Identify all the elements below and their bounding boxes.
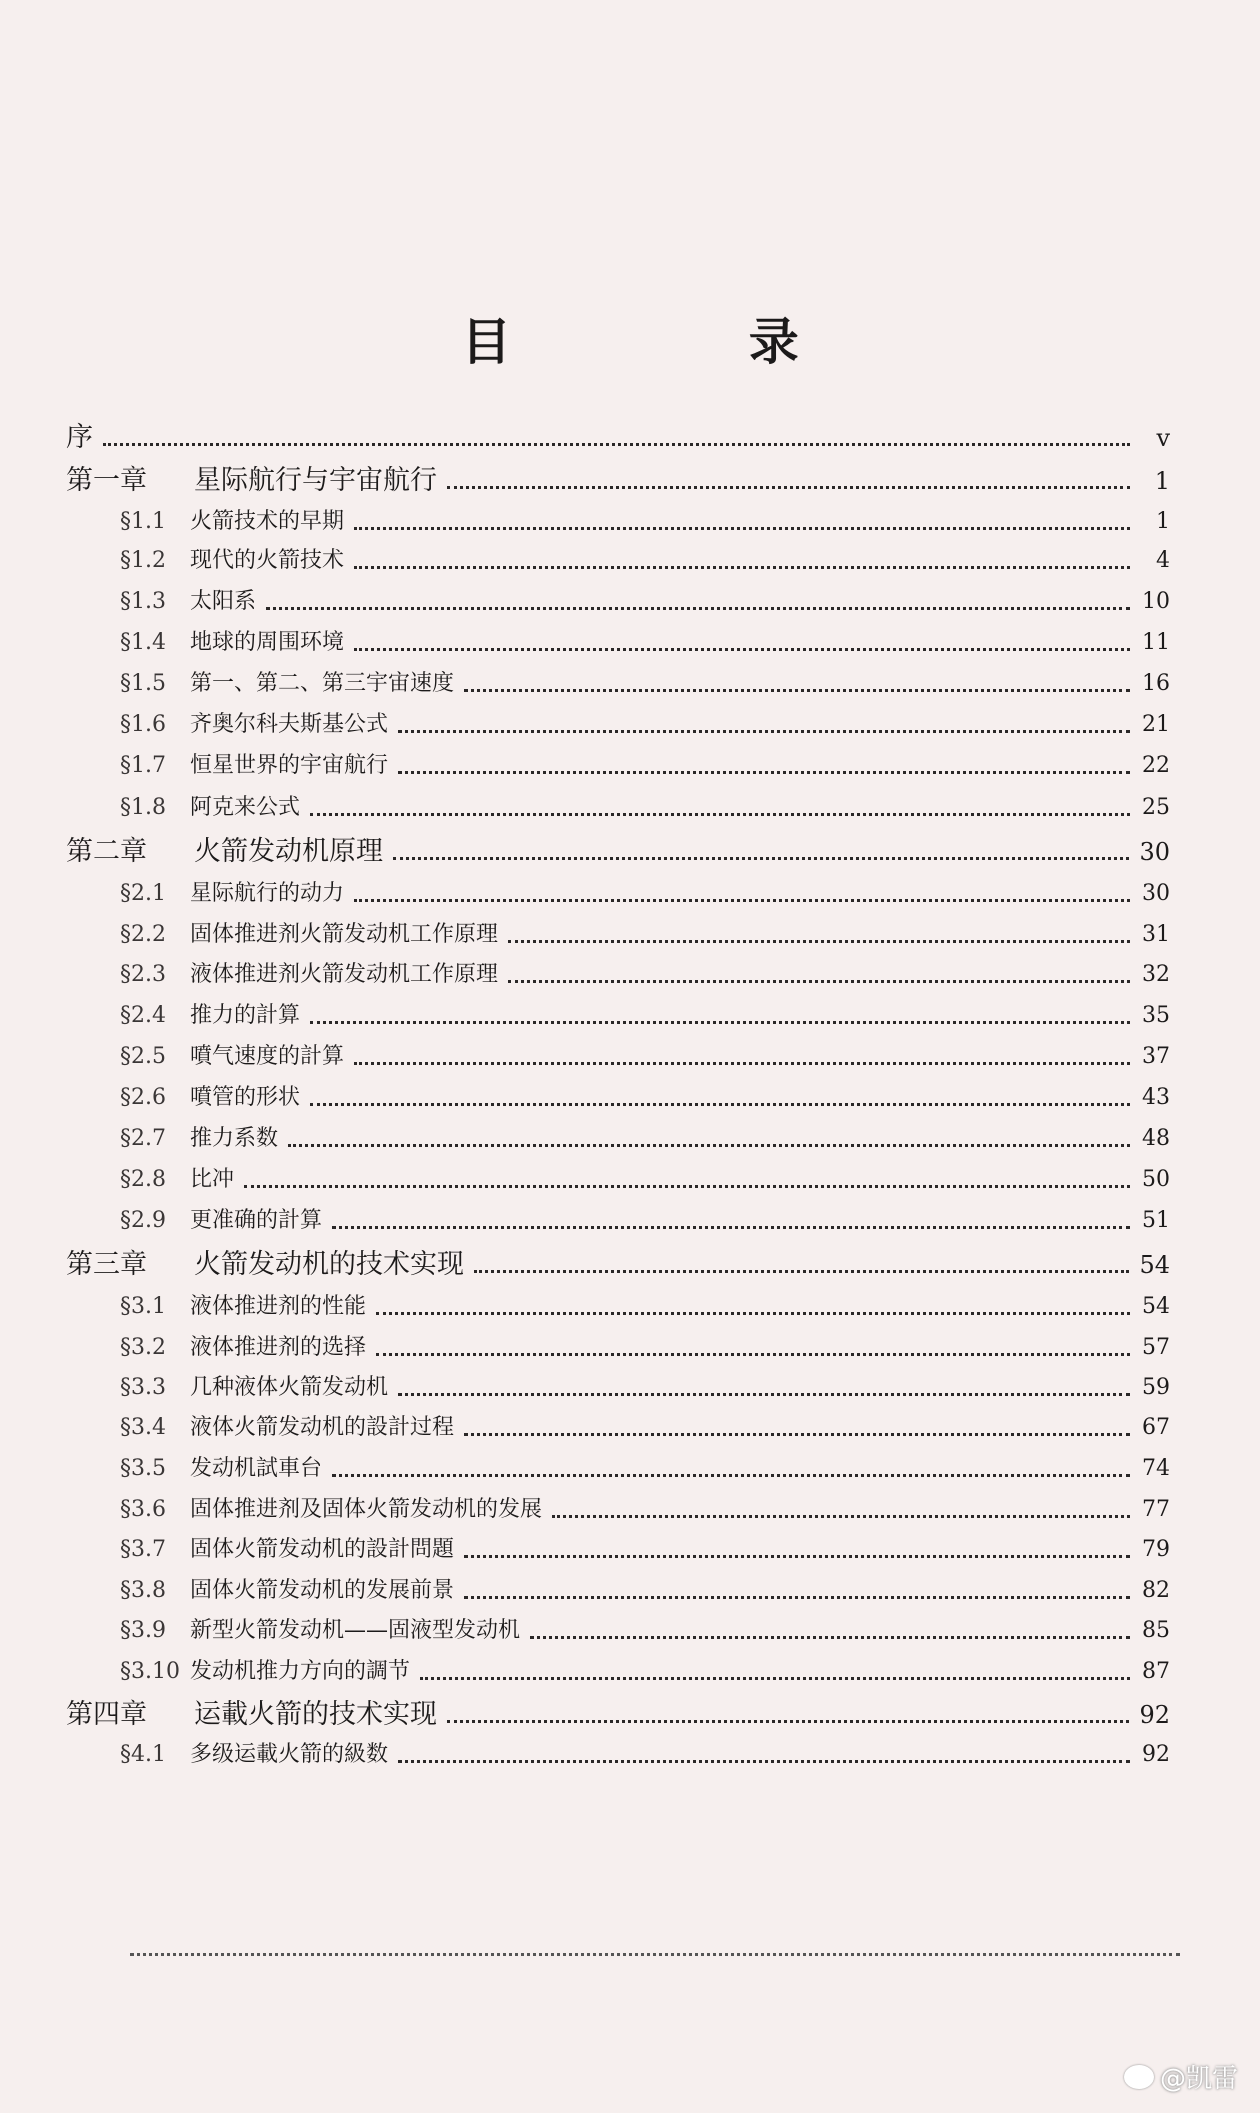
toc-entry-number: §2.4 bbox=[120, 1003, 166, 1028]
toc-entry-number: §1.2 bbox=[120, 548, 166, 573]
toc-entry-title: 液体推进剂的性能 bbox=[190, 1294, 367, 1319]
toc-entry-number: §3.8 bbox=[120, 1578, 166, 1603]
dot-leader bbox=[266, 605, 1130, 610]
toc-entry-title: 齐奥尔科夫斯基公式 bbox=[190, 712, 389, 737]
toc-entry-title: 阿克来公式 bbox=[190, 795, 301, 820]
toc-entry-title: 发动机推力方向的調节 bbox=[190, 1659, 411, 1684]
toc-entry-number: §1.1 bbox=[120, 509, 166, 534]
toc-entry-number: 序 bbox=[66, 422, 93, 453]
dot-leader bbox=[244, 1183, 1130, 1188]
toc-page-number: v bbox=[1156, 424, 1170, 452]
toc-entry-title: 第一、第二、第三宇宙速度 bbox=[190, 671, 455, 696]
page-title: 目 录 bbox=[461, 313, 909, 371]
toc-entry-title: 火箭发动机的技术实现 bbox=[194, 1249, 464, 1280]
toc-section bbox=[120, 1490, 1170, 1530]
toc-section bbox=[120, 1449, 1170, 1489]
toc-section bbox=[120, 1078, 1170, 1118]
toc-entry-title: 液体火箭发动机的設計过程 bbox=[190, 1415, 455, 1440]
toc-section bbox=[120, 502, 1170, 542]
toc-entry-title: 固体火箭发动机的发展前景 bbox=[190, 1578, 455, 1603]
toc-page-number: 10 bbox=[1142, 589, 1170, 614]
dot-leader bbox=[420, 1675, 1130, 1680]
toc-section bbox=[120, 955, 1170, 995]
toc-entry-number: §3.6 bbox=[120, 1497, 166, 1522]
toc-section bbox=[120, 874, 1170, 914]
toc-entry-number: §2.9 bbox=[120, 1208, 166, 1233]
toc-entry-number: §3.2 bbox=[120, 1335, 166, 1360]
toc-section bbox=[120, 1287, 1170, 1327]
toc-entry-number: 第三章 bbox=[66, 1249, 147, 1280]
toc-page-number: 11 bbox=[1142, 630, 1170, 655]
dot-leader bbox=[332, 1472, 1130, 1477]
dot-leader bbox=[552, 1513, 1130, 1518]
toc-section bbox=[120, 582, 1170, 622]
toc-entry-title: 运載火箭的技术实现 bbox=[194, 1699, 437, 1730]
dot-leader bbox=[508, 978, 1130, 983]
watermark-text: @凯雷 bbox=[1159, 2064, 1238, 2094]
toc-entry-number: §3.7 bbox=[120, 1537, 166, 1562]
dot-leader bbox=[464, 687, 1130, 692]
toc-entry-number: §1.6 bbox=[120, 712, 166, 737]
toc-entry-number: §2.3 bbox=[120, 962, 166, 987]
toc-section bbox=[120, 1611, 1170, 1651]
toc-entry-number: §1.8 bbox=[120, 795, 166, 820]
toc-entry-title: 固体火箭发动机的設計問題 bbox=[190, 1537, 455, 1562]
dot-leader bbox=[332, 1224, 1130, 1229]
toc-entry-number: §1.3 bbox=[120, 589, 166, 614]
toc-page-number: 67 bbox=[1142, 1415, 1170, 1440]
dot-leader bbox=[354, 1060, 1130, 1065]
dot-leader bbox=[447, 1718, 1129, 1723]
toc-entry-title: 星际航行的动力 bbox=[190, 881, 345, 906]
toc-page-number: 30 bbox=[1139, 838, 1170, 866]
toc-entry-title: 太阳系 bbox=[190, 589, 257, 614]
toc-entry-title: 比冲 bbox=[190, 1167, 235, 1192]
toc-page-number: 92 bbox=[1139, 1701, 1170, 1729]
toc-page-number: 37 bbox=[1142, 1044, 1170, 1069]
toc-entry-number: §3.9 bbox=[120, 1618, 166, 1643]
toc-page-number: 31 bbox=[1142, 922, 1170, 947]
dot-leader bbox=[508, 938, 1130, 943]
toc-page-number: 22 bbox=[1142, 753, 1170, 778]
toc-section bbox=[120, 746, 1170, 786]
toc-entry-title: 火箭技术的早期 bbox=[190, 509, 345, 534]
toc-section bbox=[120, 664, 1170, 704]
toc-page-number: 1 bbox=[1154, 467, 1170, 495]
toc-section bbox=[120, 1368, 1170, 1408]
watermark bbox=[1124, 2058, 1238, 2095]
toc-page-number: 30 bbox=[1142, 881, 1170, 906]
toc-entry-number: §2.6 bbox=[120, 1085, 166, 1110]
toc-entry-title: 多级运載火箭的級数 bbox=[190, 1742, 389, 1767]
toc-section bbox=[120, 1119, 1170, 1159]
toc-entry-title: 几种液体火箭发动机 bbox=[190, 1375, 389, 1400]
toc-section bbox=[120, 1160, 1170, 1200]
toc-page-number: 32 bbox=[1142, 962, 1170, 987]
scan-artifact-line bbox=[130, 1953, 1180, 1956]
toc-page-number: 43 bbox=[1142, 1085, 1170, 1110]
toc-page-number: 51 bbox=[1142, 1208, 1170, 1233]
dot-leader bbox=[398, 728, 1130, 733]
toc-chapter bbox=[66, 461, 1170, 501]
toc-section bbox=[120, 1571, 1170, 1611]
dot-leader bbox=[464, 1553, 1130, 1558]
dot-leader bbox=[354, 897, 1130, 902]
toc-page-number: 74 bbox=[1142, 1456, 1170, 1481]
toc-chapter bbox=[66, 1245, 1170, 1285]
toc-section bbox=[120, 1037, 1170, 1077]
dot-leader bbox=[393, 855, 1129, 860]
dot-leader bbox=[530, 1634, 1130, 1639]
toc-page-number: 54 bbox=[1139, 1251, 1170, 1279]
toc-section bbox=[120, 1328, 1170, 1368]
toc-entry-title: 推力系数 bbox=[190, 1126, 279, 1151]
toc-chapter bbox=[66, 1695, 1170, 1735]
toc-entry-title: 地球的周围环境 bbox=[190, 630, 345, 655]
toc-entry-number: 第二章 bbox=[66, 836, 147, 867]
toc-page-number: 1 bbox=[1156, 509, 1170, 534]
dot-leader bbox=[398, 769, 1130, 774]
dot-leader bbox=[464, 1594, 1130, 1599]
toc-entry-number: §2.2 bbox=[120, 922, 166, 947]
dot-leader bbox=[103, 441, 1130, 446]
toc-entry-number: §2.1 bbox=[120, 881, 166, 906]
toc-entry-number: §3.3 bbox=[120, 1375, 166, 1400]
dot-leader bbox=[398, 1391, 1130, 1396]
toc-entry-title: 推力的計算 bbox=[190, 1003, 301, 1028]
toc-page-number: 48 bbox=[1142, 1126, 1170, 1151]
toc-section bbox=[120, 1530, 1170, 1570]
toc-page-number: 82 bbox=[1142, 1578, 1170, 1603]
toc-section bbox=[120, 1201, 1170, 1241]
toc-entry-title: 液体推进剂火箭发动机工作原理 bbox=[190, 962, 499, 987]
toc-entry-number: §2.8 bbox=[120, 1167, 166, 1192]
dot-leader bbox=[354, 525, 1130, 530]
dot-leader bbox=[310, 1101, 1130, 1106]
toc-entry-number: §2.7 bbox=[120, 1126, 166, 1151]
toc-page-number: 92 bbox=[1142, 1742, 1170, 1767]
toc-entry-title: 发动机試車台 bbox=[190, 1456, 323, 1481]
toc-page-number: 50 bbox=[1142, 1167, 1170, 1192]
toc-entry-number: §3.10 bbox=[120, 1659, 180, 1684]
toc-entry-number: 第四章 bbox=[66, 1699, 147, 1730]
toc-section bbox=[120, 1652, 1170, 1692]
toc-entry-title: 现代的火箭技术 bbox=[190, 548, 345, 573]
toc-entry-number: §1.4 bbox=[120, 630, 166, 655]
toc-page-number: 87 bbox=[1142, 1659, 1170, 1684]
toc-section bbox=[120, 623, 1170, 663]
dot-leader bbox=[354, 646, 1130, 651]
toc-entry-title: 液体推进剂的选择 bbox=[190, 1335, 367, 1360]
dot-leader bbox=[474, 1268, 1129, 1273]
toc-page-number: 35 bbox=[1142, 1003, 1170, 1028]
toc-entry-title: 噴管的形状 bbox=[190, 1085, 301, 1110]
dot-leader bbox=[464, 1431, 1130, 1436]
toc-section bbox=[120, 1408, 1170, 1448]
toc-section bbox=[120, 915, 1170, 955]
toc-entry-number: §2.5 bbox=[120, 1044, 166, 1069]
toc-entry-number: §4.1 bbox=[120, 1742, 166, 1767]
toc-entry-number: §1.7 bbox=[120, 753, 166, 778]
toc-entry-number: §3.1 bbox=[120, 1294, 166, 1319]
toc-entry-number: §1.5 bbox=[120, 671, 166, 696]
toc-section bbox=[120, 541, 1170, 581]
dot-leader bbox=[447, 484, 1130, 489]
toc-page-number: 59 bbox=[1142, 1375, 1170, 1400]
toc-entry-title: 新型火箭发动机——固液型发动机 bbox=[190, 1618, 521, 1643]
toc-entry-number: §3.4 bbox=[120, 1415, 166, 1440]
dot-leader bbox=[398, 1758, 1130, 1763]
toc-entry-title: 恒星世界的宇宙航行 bbox=[190, 753, 389, 778]
toc-page-number: 77 bbox=[1142, 1497, 1170, 1522]
toc-section bbox=[120, 996, 1170, 1036]
dot-leader bbox=[376, 1351, 1130, 1356]
toc-page-number: 85 bbox=[1142, 1618, 1170, 1643]
toc-page-number: 21 bbox=[1142, 712, 1170, 737]
toc-entry-title: 星际航行与宇宙航行 bbox=[194, 465, 437, 496]
dot-leader bbox=[288, 1142, 1130, 1147]
toc-page-number: 25 bbox=[1142, 795, 1170, 820]
toc-entry-title: 固体推进剂及固体火箭发动机的发展 bbox=[190, 1497, 543, 1522]
toc-page-number: 79 bbox=[1142, 1537, 1170, 1562]
toc-page-number: 4 bbox=[1156, 548, 1170, 573]
toc-entry-title: 更准确的計算 bbox=[190, 1208, 323, 1233]
toc-preface bbox=[66, 418, 1170, 458]
toc-section bbox=[120, 788, 1170, 828]
toc-entry-title: 火箭发动机原理 bbox=[194, 836, 383, 867]
toc-chapter bbox=[66, 832, 1170, 872]
toc-entry-title: 噴气速度的計算 bbox=[190, 1044, 345, 1069]
toc-section bbox=[120, 1735, 1170, 1775]
toc-page-number: 16 bbox=[1142, 671, 1170, 696]
toc-section bbox=[120, 705, 1170, 745]
dot-leader bbox=[376, 1310, 1130, 1315]
toc-entry-title: 固体推进剂火箭发动机工作原理 bbox=[190, 922, 499, 947]
toc-entry-number: 第一章 bbox=[66, 465, 147, 496]
toc-page-number: 54 bbox=[1142, 1294, 1170, 1319]
toc-entry-number: §3.5 bbox=[120, 1456, 166, 1481]
dot-leader bbox=[310, 811, 1130, 816]
toc-page-number: 57 bbox=[1142, 1335, 1170, 1360]
dot-leader bbox=[310, 1019, 1130, 1024]
weibo-icon bbox=[1124, 2065, 1154, 2089]
dot-leader bbox=[354, 564, 1130, 569]
